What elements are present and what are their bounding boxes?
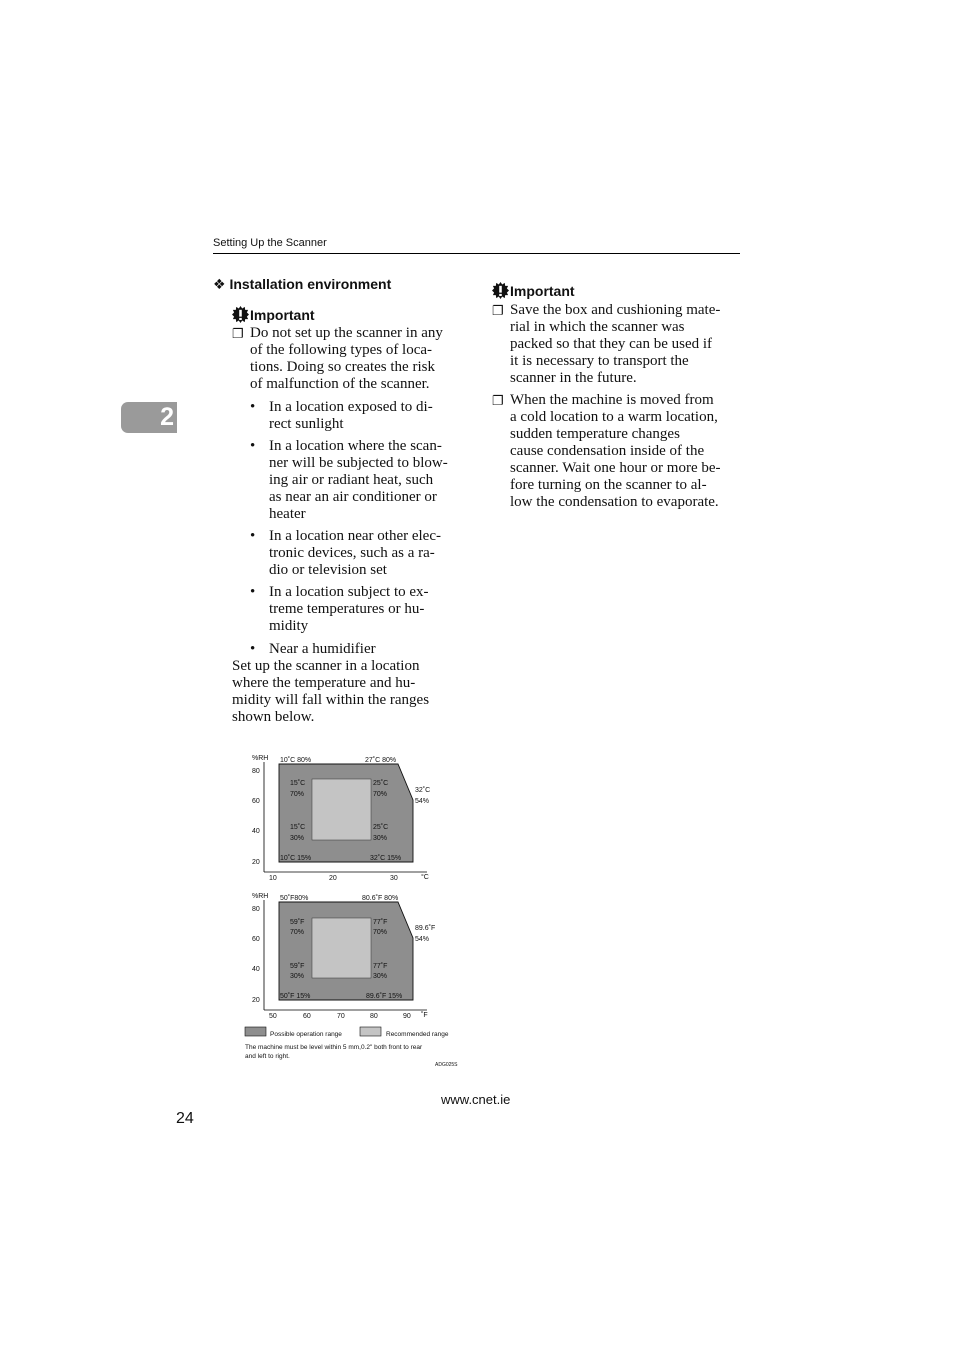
point-label: 30% bbox=[373, 973, 388, 980]
figure-code: ADG025S bbox=[435, 1062, 458, 1068]
y-tick-label: 60 bbox=[252, 798, 260, 805]
header-divider bbox=[213, 253, 740, 254]
point-label: 15˚C bbox=[290, 824, 306, 831]
range-instruction: Set up the scanner in a location where the temperature and hu- midity will fall within the ranges shown below. bbox=[232, 658, 430, 725]
bullet-icon: • bbox=[250, 399, 256, 415]
point-label: 70% bbox=[373, 929, 388, 936]
x-tick-label: 50 bbox=[269, 1013, 277, 1020]
important-label-right: Important bbox=[492, 282, 575, 299]
point-label: 32˚C 15% bbox=[370, 855, 402, 862]
y-tick-label: 80 bbox=[252, 768, 260, 775]
x-tick-label: 10 bbox=[269, 875, 277, 882]
chart-legend bbox=[245, 1027, 449, 1038]
point-label: 30% bbox=[290, 973, 305, 980]
bullet-icon: • bbox=[250, 528, 256, 544]
x-tick-label: 90 bbox=[403, 1013, 411, 1020]
point-label: 54% bbox=[415, 798, 430, 805]
x-tick-label: 80 bbox=[370, 1013, 378, 1020]
x-tick-label: 30 bbox=[390, 875, 398, 882]
section-title: Installation environment bbox=[229, 276, 392, 292]
running-header: Setting Up the Scanner bbox=[213, 237, 327, 249]
point-label: 10˚C 15% bbox=[280, 855, 312, 862]
y-tick-label: 80 bbox=[252, 906, 260, 913]
point-label: 54% bbox=[415, 936, 430, 943]
y-tick-label: 60 bbox=[252, 936, 260, 943]
footer-url: www.cnet.ie bbox=[441, 1092, 511, 1107]
checkbox-icon: ❐ bbox=[492, 393, 504, 408]
x-tick-label: 70 bbox=[337, 1013, 345, 1020]
important-icon bbox=[232, 306, 249, 323]
important-item: When the machine is moved from a cold location to a warm location, sudden temperature changes cause condensation inside of the scanner. Wait one hour or more be- fore turning on the scanner to al- low the condensation to evaporate. bbox=[510, 392, 721, 510]
bullet-icon: • bbox=[250, 438, 256, 454]
legend-label-recommended: Recommended range bbox=[386, 1031, 449, 1038]
point-label: 27˚C 80% bbox=[365, 757, 397, 764]
point-label: 77˚F bbox=[373, 963, 388, 970]
y-axis-label: %RH bbox=[252, 893, 269, 900]
point-label: 10˚C 80% bbox=[280, 757, 312, 764]
point-label: 80.6˚F 80% bbox=[362, 895, 399, 902]
point-label: 15˚C bbox=[290, 780, 306, 787]
fahrenheit-chart bbox=[252, 893, 435, 1020]
point-label: 89.6˚F bbox=[415, 925, 436, 932]
legend-swatch-possible bbox=[245, 1027, 266, 1036]
chapter-tab bbox=[121, 402, 177, 433]
point-label: 89.6˚F 15% bbox=[366, 993, 403, 1000]
x-tick-label: 60 bbox=[303, 1013, 311, 1020]
diamond-bullet-icon: ❖ bbox=[213, 276, 226, 292]
y-axis-label: %RH bbox=[252, 755, 269, 762]
point-label: 59˚F bbox=[290, 963, 305, 970]
point-label: 32˚C bbox=[415, 787, 431, 794]
important-label-left: Important bbox=[232, 306, 315, 323]
y-tick-label: 20 bbox=[252, 997, 260, 1004]
chapter-number: 2 bbox=[160, 403, 174, 431]
point-label: 70% bbox=[373, 791, 388, 798]
legend-swatch-recommended bbox=[360, 1027, 381, 1036]
chart-note: and left to right. bbox=[245, 1053, 290, 1060]
x-unit-label: °C bbox=[421, 874, 429, 881]
bullet-icon: • bbox=[250, 584, 256, 600]
y-tick-label: 40 bbox=[252, 828, 260, 835]
important-item: Save the box and cushioning mate- rial in which the scanner was packed so that they can be used if it is necessary to transport the scanner in the future. bbox=[510, 302, 721, 386]
important-icon bbox=[492, 282, 509, 299]
point-label: 30% bbox=[290, 835, 305, 842]
bullet-icon: • bbox=[250, 641, 256, 657]
chart-note: The machine must be level within 5 mm,0.2" both front to rear bbox=[245, 1044, 423, 1051]
celsius-chart bbox=[252, 755, 430, 882]
important-paragraph: Do not set up the scanner in any of the following types of loca- tions. Doing so creates the risk of malfunction of the scanner. bbox=[250, 325, 443, 392]
section-heading bbox=[213, 276, 391, 293]
x-tick-label: 20 bbox=[329, 875, 337, 882]
point-label: 50˚F80% bbox=[280, 895, 309, 902]
point-label: 25˚C bbox=[373, 824, 389, 831]
legend-label-possible: Possible operation range bbox=[270, 1031, 342, 1038]
point-label: 25˚C bbox=[373, 780, 389, 787]
recommended-range-area bbox=[312, 779, 371, 840]
y-tick-label: 20 bbox=[252, 859, 260, 866]
point-label: 77˚F bbox=[373, 919, 388, 926]
point-label: 70% bbox=[290, 929, 305, 936]
environment-range-chart bbox=[240, 750, 470, 1075]
recommended-range-area bbox=[312, 918, 371, 978]
x-unit-label: ˚F bbox=[421, 1012, 428, 1019]
page-number: 24 bbox=[176, 1110, 194, 1127]
y-tick-label: 40 bbox=[252, 966, 260, 973]
point-label: 30% bbox=[373, 835, 388, 842]
point-label: 59˚F bbox=[290, 919, 305, 926]
point-label: 70% bbox=[290, 791, 305, 798]
checkbox-icon: ❐ bbox=[492, 303, 504, 318]
point-label: 50˚F 15% bbox=[280, 993, 311, 1000]
checkbox-icon: ❐ bbox=[232, 326, 244, 341]
